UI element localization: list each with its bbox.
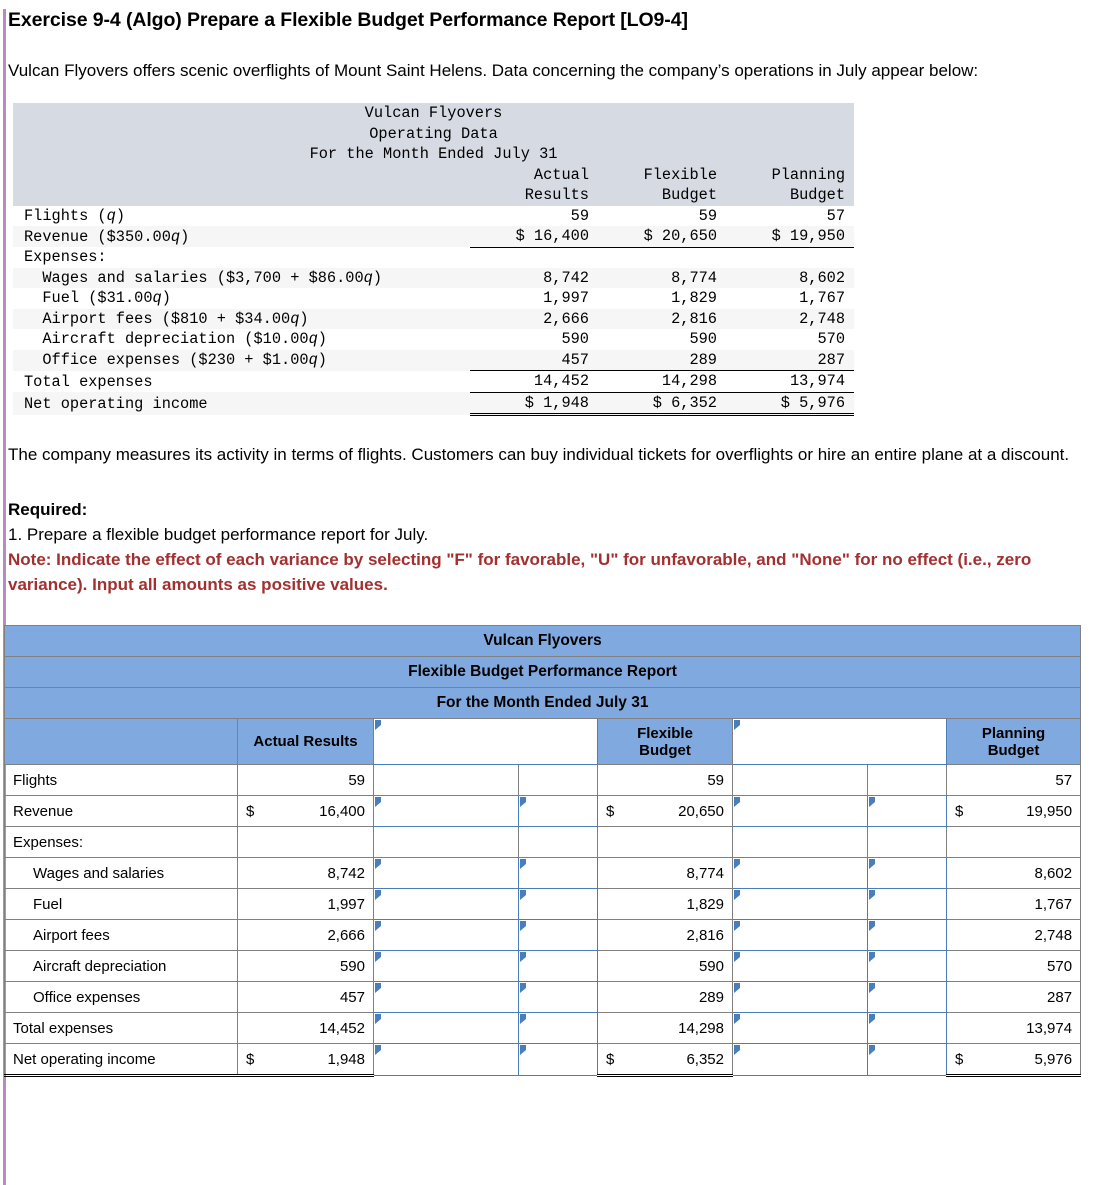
- revenue-actual-value: [238, 796, 374, 827]
- net-income-planning-number: 5,976: [1034, 1050, 1073, 1068]
- opdata-fuel-flexible: 1,829: [671, 289, 717, 307]
- form-col-flexible-line2: Budget: [639, 741, 691, 759]
- revenue-flexible-currency: $: [606, 802, 615, 820]
- form-row-label-expenses: Expenses:: [5, 827, 238, 858]
- table-row: [5, 982, 1081, 1013]
- opdata-wages-planning: 8,602: [799, 268, 846, 287]
- net-income-actual-number: 1,948: [327, 1050, 365, 1068]
- form-column-header-row: [5, 719, 1081, 765]
- form-col-planning-line2: Budget: [987, 741, 1040, 759]
- opdata-airport-planning: 2,748: [799, 309, 846, 328]
- office-expenses-activity-variance-amount-input[interactable]: [733, 982, 868, 1013]
- opdata-total-expenses-actual: 14,452: [470, 371, 598, 393]
- form-col-flexible-line1: Flexible: [637, 724, 693, 742]
- opdata-total-expenses-planning: 13,974: [726, 371, 854, 393]
- form-row-label-office-expenses: Office expenses: [5, 982, 238, 1013]
- revenue-planning-currency: $: [955, 802, 964, 820]
- opdata-row-depreciation: [13, 329, 854, 350]
- opdata-col-actual-line1: Actual: [470, 165, 598, 186]
- airport-fees-actual-value: 2,666: [238, 920, 374, 951]
- form-row-label-airport-fees: Airport fees: [5, 920, 238, 951]
- airport-fees-activity-variance-amount-input[interactable]: [733, 920, 868, 951]
- flights-planning-value: 57: [947, 765, 1081, 796]
- expenses-variance-amount-blank: [374, 827, 519, 858]
- revenue-variance-flag-input[interactable]: [519, 796, 598, 827]
- opdata-row-fuel: [13, 288, 854, 309]
- table-row: [5, 920, 1081, 951]
- required-item-1: 1. Prepare a flexible budget performance report for July.: [8, 525, 429, 544]
- fuel-variance-amount-input[interactable]: [374, 889, 519, 920]
- airport-fees-flexible-value: 2,816: [598, 920, 733, 951]
- aircraft-depreciation-actual-value: 590: [238, 951, 374, 982]
- total-expenses-actual-value: 14,452: [238, 1013, 374, 1044]
- net-operating-income-flexible-value: [598, 1044, 733, 1076]
- opdata-flights-planning: 57: [826, 206, 846, 225]
- operating-data-statement: Operating Data: [13, 124, 854, 145]
- wages-activity-variance-flag-input[interactable]: [868, 858, 947, 889]
- wages-flexible-value: 8,774: [598, 858, 733, 889]
- opdata-wages-actual: 8,742: [543, 268, 589, 287]
- form-row-label-net-operating-income: Net operating income: [5, 1044, 238, 1076]
- net-income-actual-currency: $: [246, 1050, 255, 1068]
- operating-data-table: [13, 103, 854, 416]
- wages-activity-variance-amount-input[interactable]: [733, 858, 868, 889]
- required-note: Note: Indicate the effect of each variance by selecting "F" for favorable, "U" for unfavorable, and "None" for no effect (i.e., zero variance). Input all amounts as positive values.: [8, 550, 1032, 594]
- opdata-row-total-expenses: [13, 371, 854, 393]
- expenses-activity-amount-blank: [733, 827, 868, 858]
- opdata-office-flexible: 289: [689, 350, 717, 369]
- total-expenses-activity-variance-amount-input[interactable]: [733, 1013, 868, 1044]
- table-row: [5, 1044, 1081, 1076]
- aircraft-depreciation-variance-amount-input[interactable]: [374, 951, 519, 982]
- operating-data-company: Vulcan Flyovers: [13, 103, 854, 124]
- form-row-label-wages: Wages and salaries: [5, 858, 238, 889]
- airport-fees-variance-flag-input[interactable]: [519, 920, 598, 951]
- variance-label-input-2[interactable]: [733, 719, 947, 765]
- opdata-label-net-income: Net operating income: [24, 395, 208, 413]
- opdata-row-office: [13, 350, 854, 371]
- form-period-title: For the Month Ended July 31: [5, 688, 1081, 719]
- aircraft-depreciation-planning-value: 570: [947, 951, 1081, 982]
- airport-fees-variance-amount-input[interactable]: [374, 920, 519, 951]
- expenses-activity-flag-blank: [868, 827, 947, 858]
- opdata-total-expenses-flexible: 14,298: [598, 371, 726, 393]
- flexible-budget-performance-report-table: [4, 625, 1081, 1077]
- fuel-planning-value: 1,767: [947, 889, 1081, 920]
- expenses-variance-flag-blank: [519, 827, 598, 858]
- operating-data-period: For the Month Ended July 31: [13, 144, 854, 165]
- opdata-airport-actual: 2,666: [543, 309, 589, 328]
- form-row-label-total-expenses: Total expenses: [5, 1013, 238, 1044]
- table-row: [5, 858, 1081, 889]
- table-row: [5, 951, 1081, 982]
- exercise-title: Exercise 9-4 (Algo) Prepare a Flexible Budget Performance Report [LO9-4]: [8, 9, 688, 31]
- opdata-col-planning-line1: Planning: [726, 165, 854, 186]
- airport-fees-planning-value: 2,748: [947, 920, 1081, 951]
- opdata-label-airport: Airport fees ($810 + $34.00q): [24, 309, 309, 328]
- fuel-activity-variance-flag-input[interactable]: [868, 889, 947, 920]
- total-expenses-variance-amount-input[interactable]: [374, 1013, 519, 1044]
- opdata-label-office: Office expenses ($230 + $1.00q): [24, 351, 327, 369]
- opdata-label-depreciation: Aircraft depreciation ($10.00q): [24, 330, 327, 348]
- form-row-label-revenue: Revenue: [5, 796, 238, 827]
- opdata-label-wages: Wages and salaries ($3,700 + $86.00q): [24, 268, 383, 287]
- operating-data-statement-row: [13, 124, 854, 145]
- total-expenses-planning-value: 13,974: [947, 1013, 1081, 1044]
- opdata-office-actual: 457: [561, 350, 589, 369]
- fuel-activity-variance-amount-input[interactable]: [733, 889, 868, 920]
- office-expenses-planning-value: 287: [947, 982, 1081, 1013]
- opdata-label-expenses: Expenses:: [24, 248, 107, 266]
- flights-actual-value: 59: [238, 765, 374, 796]
- exercise-followup-text: The company measures its activity in terms of flights. Customers can buy individual tickets for overflights or hire an entire plane at a discount.: [8, 445, 1070, 464]
- opdata-revenue-actual: $ 16,400: [515, 227, 589, 245]
- form-col-flexible-budget: [598, 719, 733, 765]
- revenue-actual-number: 16,400: [319, 802, 365, 820]
- flights-activity-variance-amount-cell: [733, 765, 868, 796]
- form-title-row-3: [5, 688, 1081, 719]
- operating-data-period-row: [13, 144, 854, 165]
- opdata-col-planning-line2: Budget: [726, 185, 854, 206]
- opdata-flights-flexible: 59: [698, 206, 717, 225]
- expenses-actual-blank: [238, 827, 374, 858]
- opdata-airport-flexible: 2,816: [671, 309, 717, 328]
- form-report-title: Flexible Budget Performance Report: [5, 657, 1081, 688]
- office-expenses-activity-variance-flag-input[interactable]: [868, 982, 947, 1013]
- aircraft-depreciation-activity-variance-amount-input[interactable]: [733, 951, 868, 982]
- office-expenses-actual-value: 457: [238, 982, 374, 1013]
- opdata-row-wages: [13, 268, 854, 289]
- opdata-label-revenue: Revenue ($350.00q): [24, 227, 190, 246]
- aircraft-depreciation-flexible-value: 590: [598, 951, 733, 982]
- form-row-label-aircraft-depreciation: Aircraft depreciation: [5, 951, 238, 982]
- revenue-activity-variance-flag-input[interactable]: [868, 796, 947, 827]
- opdata-row-revenue: [13, 226, 854, 247]
- form-title-row-1: [5, 626, 1081, 657]
- opdata-revenue-planning: $ 19,950: [771, 227, 846, 245]
- opdata-revenue-flexible: $ 20,650: [643, 227, 717, 245]
- opdata-wages-flexible: 8,774: [671, 268, 717, 287]
- operating-data-colhead-row-1: [13, 165, 854, 186]
- revenue-variance-amount-input[interactable]: [374, 796, 519, 827]
- expenses-planning-blank: [947, 827, 1081, 858]
- opdata-depreciation-planning: 570: [817, 330, 846, 348]
- fuel-flexible-value: 1,829: [598, 889, 733, 920]
- answer-form-wrap: [4, 625, 1104, 1077]
- exercise-page: [0, 9, 1104, 1077]
- opdata-depreciation-actual: 590: [561, 330, 589, 348]
- revenue-actual-currency: $: [246, 802, 255, 820]
- required-label: Required:: [8, 500, 88, 519]
- opdata-row-airport: [13, 309, 854, 330]
- airport-fees-activity-variance-flag-input[interactable]: [868, 920, 947, 951]
- form-corner-cell: [5, 719, 238, 765]
- office-expenses-variance-amount-input[interactable]: [374, 982, 519, 1013]
- net-income-planning-currency: $: [955, 1050, 964, 1068]
- net-operating-income-activity-variance-flag-input[interactable]: [868, 1044, 947, 1076]
- opdata-net-income-planning: $ 5,976: [726, 392, 854, 415]
- opdata-row-net-income: [13, 392, 854, 415]
- fuel-actual-value: 1,997: [238, 889, 374, 920]
- form-row-label-flights: Flights: [5, 765, 238, 796]
- flights-variance-amount-cell: [374, 765, 519, 796]
- net-operating-income-variance-flag-input[interactable]: [519, 1044, 598, 1076]
- opdata-net-income-flexible: $ 6,352: [598, 392, 726, 415]
- revenue-planning-number: 19,950: [1026, 802, 1073, 820]
- revenue-planning-value: [947, 796, 1081, 827]
- opdata-office-planning: 287: [817, 350, 846, 369]
- opdata-net-income-actual: $ 1,948: [470, 392, 598, 415]
- operating-data-company-row: [13, 103, 854, 124]
- opdata-col-flexible-line1: Flexible: [598, 165, 726, 186]
- opdata-col-actual-line2: Results: [470, 185, 598, 206]
- revenue-activity-variance-amount-input[interactable]: [733, 796, 868, 827]
- variance-label-input-1[interactable]: [374, 719, 598, 765]
- net-income-flexible-currency: $: [606, 1050, 615, 1068]
- form-company-title: Vulcan Flyovers: [5, 626, 1081, 657]
- opdata-fuel-actual: 1,997: [543, 289, 589, 307]
- exercise-intro-text: Vulcan Flyovers offers scenic overflights of Mount Saint Helens. Data concerning the company’s operations in July appear below:: [8, 61, 979, 80]
- opdata-depreciation-flexible: 590: [689, 330, 717, 348]
- opdata-label-flights: Flights (q): [24, 206, 125, 225]
- table-row: [5, 765, 1081, 796]
- office-expenses-variance-flag-input[interactable]: [519, 982, 598, 1013]
- wages-planning-value: 8,602: [947, 858, 1081, 889]
- table-row: [5, 889, 1081, 920]
- form-row-label-fuel: Fuel: [5, 889, 238, 920]
- wages-variance-amount-input[interactable]: [374, 858, 519, 889]
- revenue-flexible-number: 20,650: [678, 802, 724, 820]
- opdata-fuel-planning: 1,767: [799, 289, 846, 307]
- form-col-planning-budget: [947, 719, 1081, 765]
- wages-variance-flag-input[interactable]: [519, 858, 598, 889]
- form-col-planning-line1: Planning: [981, 724, 1046, 742]
- net-operating-income-activity-variance-amount-input[interactable]: [733, 1044, 868, 1076]
- operating-data-colhead-row-2: [13, 185, 854, 206]
- opdata-row-flights: [13, 206, 854, 227]
- aircraft-depreciation-activity-variance-flag-input[interactable]: [868, 951, 947, 982]
- total-expenses-activity-variance-flag-input[interactable]: [868, 1013, 947, 1044]
- opdata-label-fuel: Fuel ($31.00q): [24, 289, 171, 307]
- table-row: [5, 827, 1081, 858]
- table-row: [5, 796, 1081, 827]
- net-operating-income-variance-amount-input[interactable]: [374, 1044, 519, 1076]
- flights-variance-flag-cell: [519, 765, 598, 796]
- net-operating-income-planning-value: [947, 1044, 1081, 1076]
- flights-flexible-value: 59: [598, 765, 733, 796]
- fuel-variance-flag-input[interactable]: [519, 889, 598, 920]
- office-expenses-flexible-value: 289: [598, 982, 733, 1013]
- operating-data-table-wrap: [13, 103, 1104, 416]
- table-row: [5, 1013, 1081, 1044]
- aircraft-depreciation-variance-flag-input[interactable]: [519, 951, 598, 982]
- opdata-flights-actual: 59: [570, 206, 589, 225]
- form-title-row-2: [5, 657, 1081, 688]
- expenses-flexible-blank: [598, 827, 733, 858]
- total-expenses-flexible-value: 14,298: [598, 1013, 733, 1044]
- net-operating-income-actual-value: [238, 1044, 374, 1076]
- revenue-flexible-value: [598, 796, 733, 827]
- opdata-col-flexible-line2: Budget: [598, 185, 726, 206]
- wages-actual-value: 8,742: [238, 858, 374, 889]
- opdata-label-total-expenses: Total expenses: [24, 372, 153, 391]
- flights-activity-variance-flag-cell: [868, 765, 947, 796]
- net-income-flexible-number: 6,352: [686, 1050, 724, 1068]
- opdata-row-expenses-header: [13, 247, 854, 268]
- required-block: [8, 497, 1104, 597]
- form-col-actual-results: Actual Results: [238, 719, 374, 765]
- total-expenses-variance-flag-input[interactable]: [519, 1013, 598, 1044]
